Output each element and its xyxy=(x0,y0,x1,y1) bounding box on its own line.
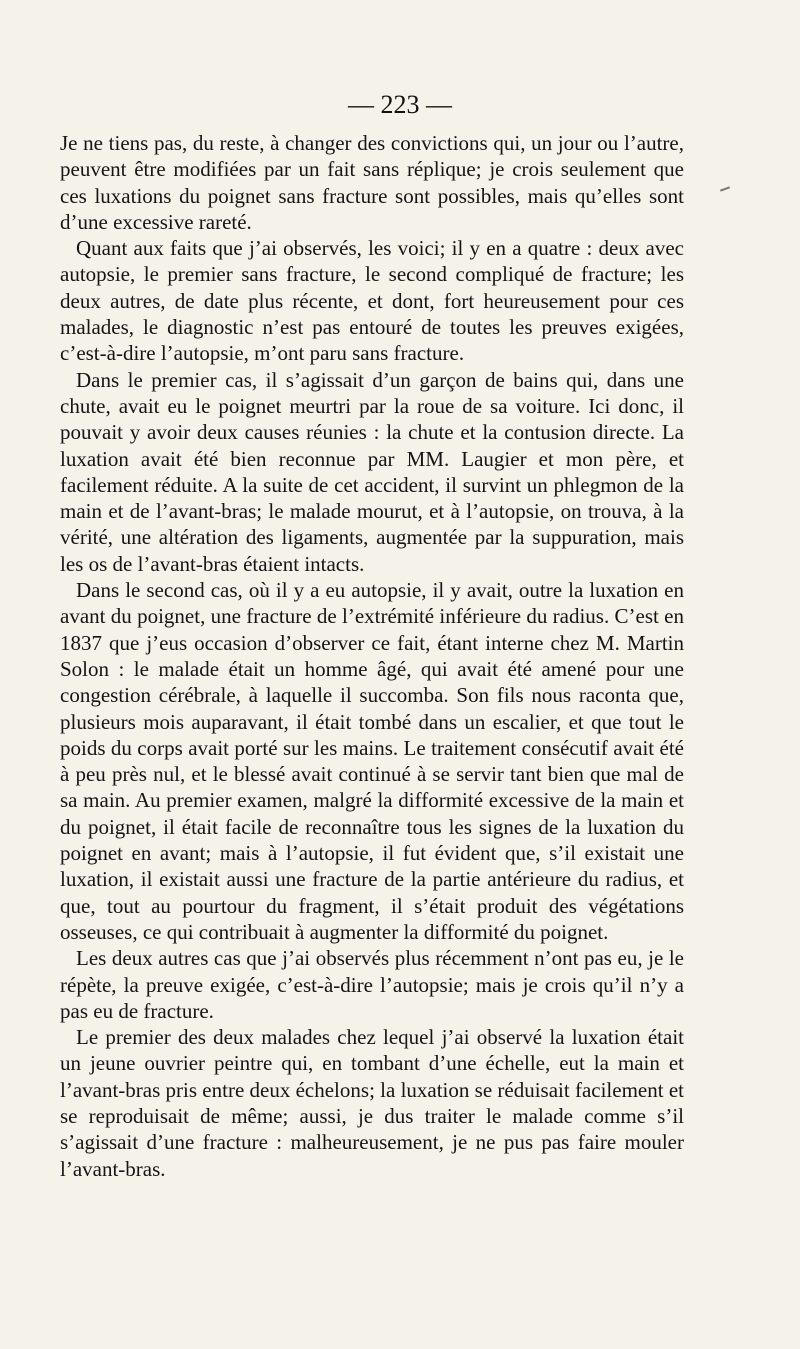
page-body xyxy=(60,130,684,1182)
paragraph: Les deux autres cas que j’ai observés plus récemment n’ont pas eu, je le répète, la preuve exigée, c’est-à-dire l’autopsie; mais je crois qu’il n’y a pas eu de fracture. xyxy=(60,946,684,1023)
margin-mark xyxy=(720,186,730,191)
paragraph: Je ne tiens pas, du reste, à changer des convictions qui, un jour ou l’autre, peuvent être modifiées par un fait sans réplique; je crois seulement que ces luxations du poignet sans fracture sont possibles, mais qu’elles sont d’une excessive rareté. xyxy=(60,131,684,234)
page-number: — 223 — xyxy=(348,90,452,119)
paragraph: Dans le premier cas, il s’agissait d’un garçon de bains qui, dans une chute, avait eu le poignet meurtri par la roue de sa voiture. Ici donc, il pouvait y avoir deux causes réunies : la chute et la contusion directe. La luxation avait été bien reconnue par MM. Laugier et mon père, et facilement réduite. A la suite de cet accident, il survint un phlegmon de la main et de l’avant-bras; le malade mourut, et à l’autopsie, on trouva, à la vérité, une altération des ligaments, augmentée par la suppuration, mais les os de l’avant-bras étaient intacts. xyxy=(60,367,684,576)
paragraph: Le premier des deux malades chez lequel j’ai observé la luxation était un jeune ouvrier peintre qui, en tombant d’une échelle, eut la main et l’avant-bras pris entre deux échelons; la luxation se réduisait facilement et se reproduisait de même; aussi, je dus traiter le malade comme s’il s’agissait d’une fracture : malheureusement, je ne pus pas faire mouler l’avant-bras. xyxy=(60,1025,684,1181)
paragraph: Dans le second cas, où il y a eu autopsie, il y avait, outre la luxation en avant du poignet, une fracture de l’extrémité inférieure du radius. C’est en 1837 que j’eus occasion d’observer ce fait, étant interne chez M. Martin Solon : le malade était un homme âgé, qui avait été amené pour une congestion cérébrale, à laquelle il succomba. Son fils nous raconta que, plusieurs mois auparavant, il était tombé dans un escalier, et que tout le poids du corps avait porté sur les mains. Le traitement consécutif avait été à peu près nul, et le blessé avait continué à se servir tant bien que mal de sa main. Au premier examen, malgré la difformité excessive de la main et du poignet, il était facile de reconnaître tous les signes de la luxation du poignet en avant; mais à l’autopsie, il fut évident que, s’il existait une luxation, il existait aussi une fracture de la partie antérieure du radius, et que, tout au pourtour du fragment, il s’était produit des végétations osseuses, ce qui contribuait à augmenter la difformité du poignet. xyxy=(60,578,684,944)
paragraph: Quant aux faits que j’ai observés, les voici; il y en a quatre : deux avec autopsie, le premier sans fracture, le second compliqué de fracture; les deux autres, de date plus récente, et dont, fort heureusement pour ces malades, le diagnostic n’est pas entouré de toutes les preuves exigées, c’est-à-dire l’autopsie, m’ont paru sans fracture. xyxy=(60,236,684,366)
